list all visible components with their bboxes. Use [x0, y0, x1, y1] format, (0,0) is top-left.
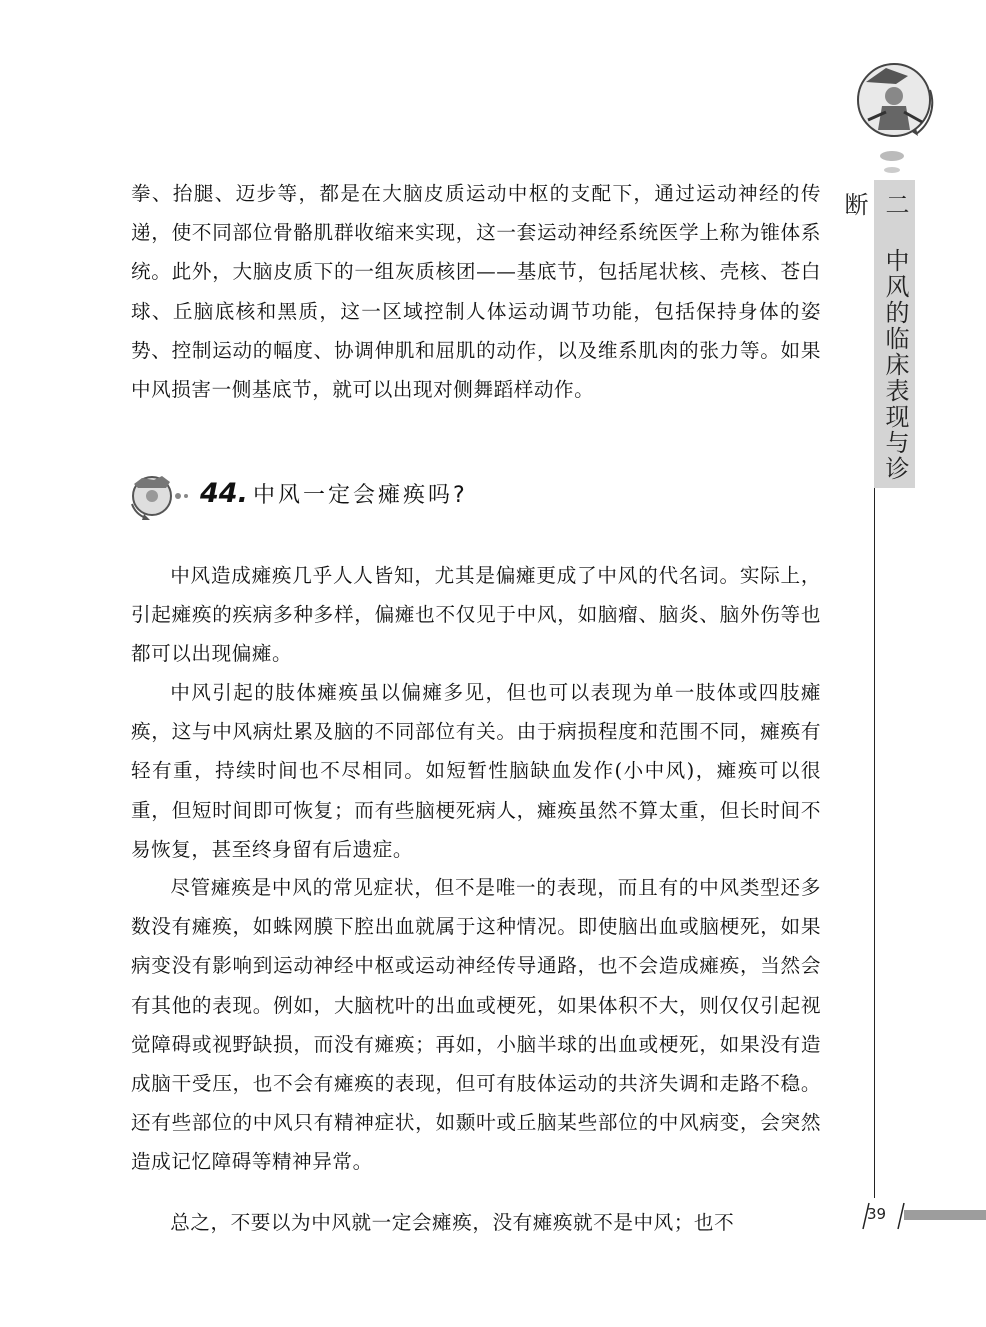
body-paragraph: 中风引起的肢体瘫痪虽以偏瘫多见，但也可以表现为单一肢体或四肢瘫痪，这与中风病灶累及脑的不同部位有关。由于病损程度和范围不同，瘫痪有轻有重，持续时间也不尽相同。如短暂性脑缺血发作(小中风)，瘫痪可以很重，但短时间即可恢复；而有些脑梗死病人，瘫痪虽然不算太重，但长时间不易恢复，甚至终身留有后遗症。 [131, 681, 821, 861]
body-paragraph: 中风造成瘫痪几乎人人皆知，尤其是偏瘫更成了中风的代名词。实际上，引起瘫痪的疾病多种多样，偏瘫也不仅见于中风，如脑瘤、脑炎、脑外伤等也都可以出现偏瘫。 [131, 564, 821, 666]
body-paragraph: 尽管瘫痪是中风的常见症状，但不是唯一的表现，而且有的中风类型还多数没有瘫痪，如蛛网膜下腔出血就属于这种情况。即使脑出血或脑梗死，如果病变没有影响到运动神经中枢或运动神经传导通路，也不会造成瘫痪，当然会有其他的表现。例如，大脑枕叶的出血或梗死，如果体积不大，则仅仅引起视觉障碍或视野缺损，而没有瘫痪；再如，小脑半球的出血或梗死，如果没有造成脑干受压，也不会有瘫痪的表现，但可有肢体运动的共济失调和走路不稳。还有些部位的中风只有精神症状，如颞叶或丘脑某些部位的中风病变，会突然造成记忆障碍等精神异常。 [131, 876, 821, 1174]
question-text: 中风一定会瘫痪吗? [252, 483, 468, 508]
page-bar [904, 1210, 986, 1220]
side-divider-line [874, 488, 875, 1198]
chapter-label: 二 中风的临床表现与诊断 [840, 192, 909, 482]
body-paragraph: 总之，不要以为中风就一定会瘫痪，没有瘫痪就不是中风；也不 [170, 1211, 735, 1234]
question-number: 44. [200, 478, 248, 509]
question-badge-icon [126, 468, 192, 524]
question-heading [126, 468, 726, 528]
chapter-tab [840, 180, 915, 488]
question-title [200, 478, 468, 509]
page-number: 39 [867, 1205, 887, 1223]
mascot-emblem-icon [846, 60, 944, 178]
paragraph-continued: 拳、抬腿、迈步等，都是在大脑皮质运动中枢的支配下，通过运动神经的传递，使不同部位骨骼肌群收缩来实现，这一套运动神经系统医学上称为锥体系统。此外，大脑皮质下的一组灰质核团——基底节，包括尾状核、壳核、苍白球、丘脑底核和黑质，这一区域控制人体运动调节功能，包括保持身体的姿势、控制运动的幅度、协调伸肌和屈肌的动作，以及维系肌肉的张力等。如果中风损害一侧基底节，就可以出现对侧舞蹈样动作。 [131, 182, 821, 402]
